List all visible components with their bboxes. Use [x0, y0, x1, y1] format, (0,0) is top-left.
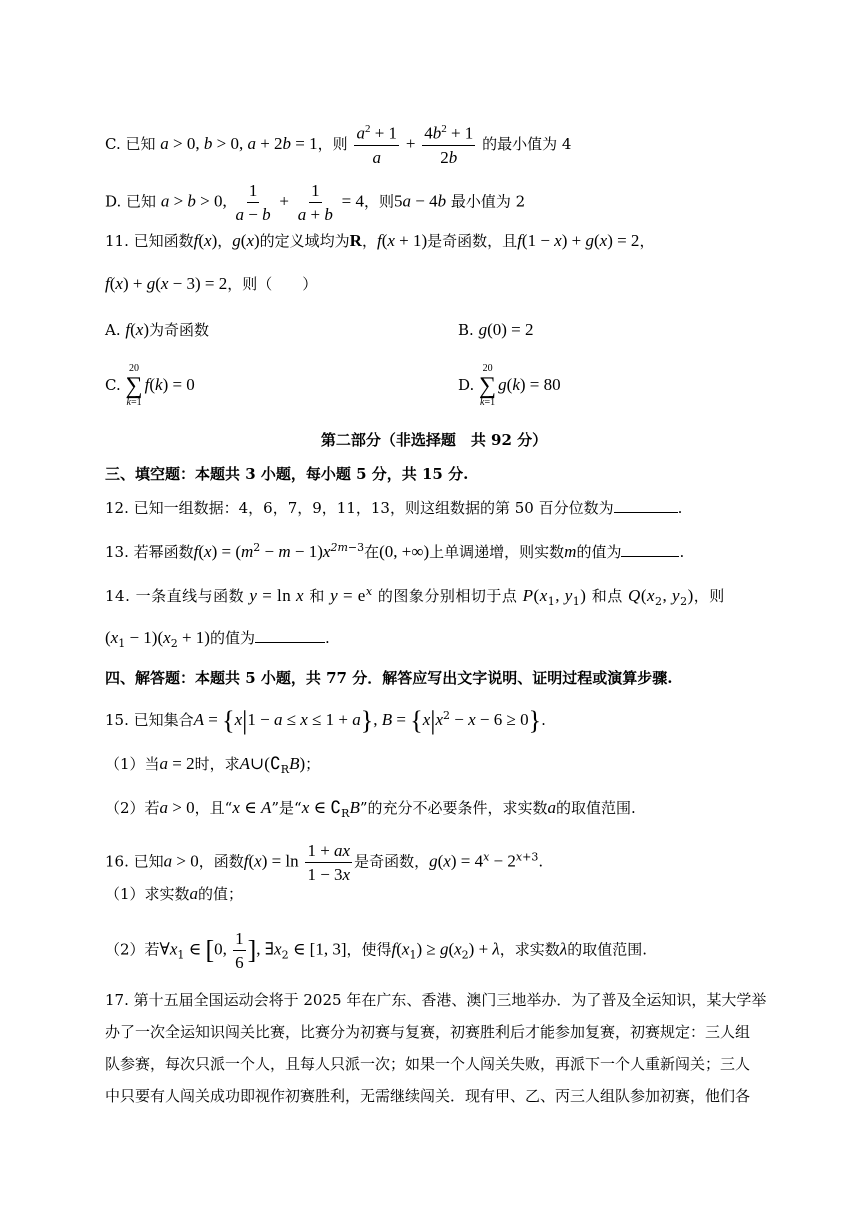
q11-option-b: B. g(0) = 2	[458, 320, 534, 339]
question-12: 12. 已知一组数据：4，6，7，9，11，13，则这组数据的第 50 百分位数为 .	[105, 496, 808, 520]
option-c: C. 已知 a > 0, b > 0, a + 2b = 1，则 $\frac{a^2 + 1}{a}$ + $\frac{4b^2 + 1}{2b}$ 的最小值为 4	[105, 123, 572, 167]
question-17-line4: 中只要有人闯关成功即视作初赛胜利，无需继续闯关．现有甲、乙、丙三人组队参加初赛，他们各	[105, 1087, 751, 1105]
question-17-line2: 办了一次全运知识闯关比赛，比赛分为初赛与复赛，初赛胜利后才能参加复赛，初赛规定：三人组	[105, 1023, 751, 1041]
q11-option-c: C. 20 ∑ k=1 f(k) = 0	[105, 363, 195, 408]
question-17-line1: 17. 第十五届全国运动会将于 2025 年在广东、香港、澳门三地举办．为了普及全运知识，某大学举	[105, 991, 767, 1009]
part-two-title: 第二部分（非选择题 共 92 分）	[320, 431, 548, 449]
question-17-line3: 队参赛，每次只派一个人，且每人只派一次；如果一个人闯关失败，再派下一个人重新闯关；三人	[105, 1055, 751, 1073]
question-11-line2: f(x) + g(x − 3) = 2，则（ ）	[105, 274, 318, 293]
question-14-line1: 14. 一条直线与函数 y = ln x 和 $y = e^x$ 的图象分别相切于点 $P(x_1$, $y_1$) 和点 $Q(x_2$, $y_2$)，则	[105, 585, 725, 608]
question-15-part2: （2）若a > 0，且“x ∈ A”是“x ∈ $∁_RB$”的充分不必要条件，求实数a的取值范围.	[105, 798, 636, 820]
question-16-part2: （2）若$\forall x_1$ ∈ [0, $\frac{1}{6}$ ], $\exists x_2$ ∈ [1, 3]，使得$f(x_1) \ge g(x_2) + \lambda$，求实数λ的取值范围.	[105, 929, 647, 972]
question-13: 13. 若幂函数$f(x) = (m^2 - m - 1)x^{2m-3}$在(0, +∞)上单调递增，则实数m的值为 .	[105, 541, 685, 561]
q11-option-a: A. f(x)为奇函数	[105, 320, 210, 339]
question-14-line2: $(x_1 - 1)(x_2 + 1)$的值为 .	[105, 628, 330, 650]
question-16: 16. 已知a > 0，函数f(x) = ln $\frac{1 + ax}{1 - 3x}$ 是奇函数，$g(x) = 4^x - 2^{x+3}$.	[105, 841, 544, 884]
question-15: 15. 已知集合A = {x|1 − a ≤ x ≤ 1 + a}, $B = \{x|x^2 - x - 6 \ge 0\}$.	[105, 706, 546, 735]
q11-option-d: D. 20 ∑ k=1 g(k) = 80	[458, 363, 561, 408]
option-d: D. 已知 a > b > 0, $\frac{1}{a - b}$ + $\frac{1}{a + b}$ = 4，则5a − 4b 最小值为 2	[105, 181, 526, 224]
question-15-part1: （1）当a = 2时，求$A\cup(∁_RB)$；	[105, 754, 321, 776]
question-11-line1: 11. 已知函数f(x)，g(x)的定义域均为R，f(x + 1)是奇函数，且f(1 − x) + g(x) = 2，	[105, 231, 655, 250]
section-four-title: 四、解答题：本题共 5 小题，共 77 分．解答应写出文字说明、证明过程或演算步骤.	[105, 669, 673, 687]
section-three-title: 三、填空题：本题共 3 小题，每小题 5 分，共 15 分.	[105, 465, 469, 483]
question-16-part1: （1）求实数a的值；	[105, 884, 244, 903]
